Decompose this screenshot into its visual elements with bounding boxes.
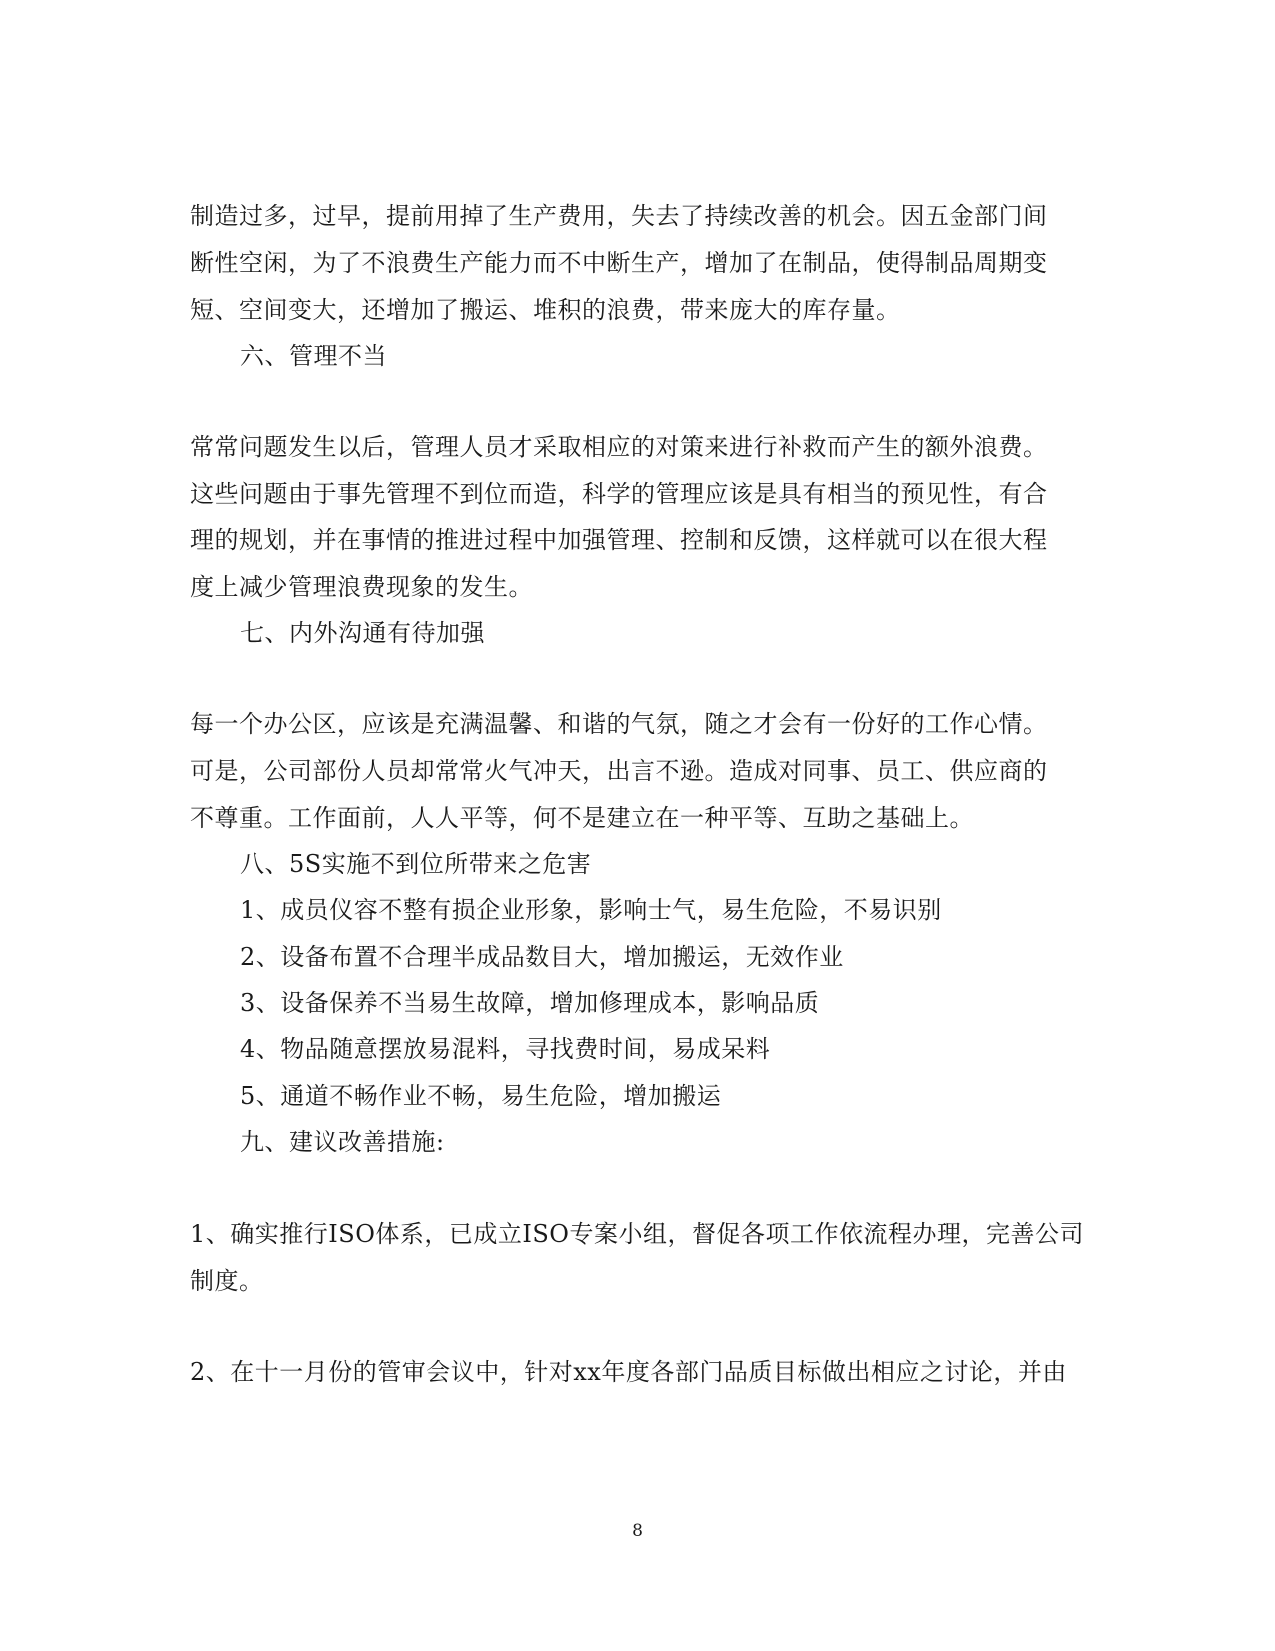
list-item: 3、设备保养不当易生故障，增加修理成本，影响品质 (240, 989, 820, 1017)
paragraph-line: 常常问题发生以后，管理人员才采取相应的对策来进行补救而产生的额外浪费。 (190, 433, 1048, 461)
paragraph-line: 短、空间变大，还增加了搬运、堆积的浪费，带来庞大的库存量。 (190, 296, 901, 324)
paragraph-line: 度上减少管理浪费现象的发生。 (190, 573, 533, 601)
paragraph-line: 断性空闲，为了不浪费生产能力而不中断生产，增加了在制品，使得制品周期变 (190, 249, 1048, 277)
paragraph-line: 2、在十一月份的管审会议中，针对xx年度各部门品质目标做出相应之讨论，并由 (190, 1358, 1067, 1386)
paragraph-line: 不尊重。工作面前，人人平等，何不是建立在一种平等、互助之基础上。 (190, 804, 974, 832)
list-item: 2、设备布置不合理半成品数目大，增加搬运，无效作业 (240, 943, 844, 971)
section-heading: 六、管理不当 (240, 342, 387, 370)
section-heading: 九、建议改善措施: (240, 1128, 445, 1156)
paragraph-line: 这些问题由于事先管理不到位而造，科学的管理应该是具有相当的预见性，有合 (190, 480, 1048, 508)
section-heading: 七、内外沟通有待加强 (240, 619, 485, 647)
paragraph-line: 制度。 (190, 1267, 264, 1295)
section-heading: 八、5S实施不到位所带来之危害 (240, 850, 592, 878)
list-item: 5、通道不畅作业不畅，易生危险，增加搬运 (240, 1082, 722, 1110)
paragraph-line: 可是，公司部份人员却常常火气冲天，出言不逊。造成对同事、员工、供应商的 (190, 757, 1048, 785)
paragraph-line: 制造过多，过早，提前用掉了生产费用，失去了持续改善的机会。因五金部门间 (190, 202, 1048, 230)
paragraph-line: 每一个办公区，应该是充满温馨、和谐的气氛，随之才会有一份好的工作心情。 (190, 710, 1048, 738)
page-number: 8 (632, 1521, 643, 1541)
paragraph-line: 理的规划，并在事情的推进过程中加强管理、控制和反馈，这样就可以在很大程 (190, 526, 1048, 554)
paragraph-line: 1、确实推行ISO体系，已成立ISO专案小组，督促各项工作依流程办理，完善公司 (190, 1220, 1084, 1248)
list-item: 1、成员仪容不整有损企业形象，影响士气，易生危险，不易识别 (240, 896, 942, 924)
list-item: 4、物品随意摆放易混料，寻找费时间，易成呆料 (240, 1035, 771, 1063)
